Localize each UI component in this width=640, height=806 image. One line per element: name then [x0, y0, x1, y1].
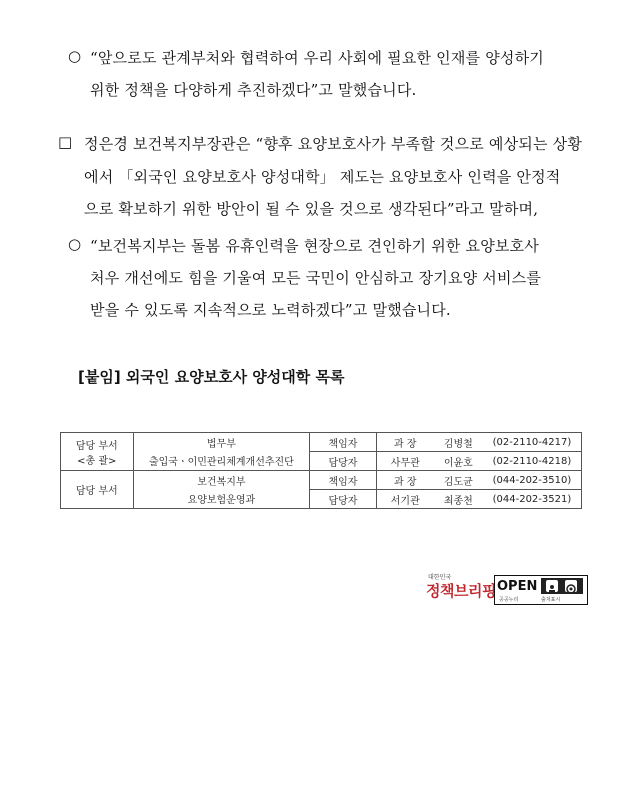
role-cell: 책임자	[310, 471, 376, 490]
name-cell: 김도균	[434, 471, 483, 490]
unit-cell: 요양보험운영과	[133, 490, 310, 509]
title-cell: 사무관	[376, 452, 434, 471]
attachment-title: [붙임] 외국인 요양보호사 양성대학 목록	[78, 368, 345, 386]
title-cell: 과 장	[376, 433, 434, 452]
role-cell: 책임자	[310, 433, 376, 452]
phone-cell: (044-202-3521)	[483, 490, 582, 509]
phone-cell: (044-202-3510)	[483, 471, 582, 490]
table-row	[61, 471, 582, 490]
open-sub2-text: 출처표시	[541, 597, 561, 603]
contact-table	[60, 432, 582, 509]
lock-icon	[565, 580, 577, 592]
unit-cell: 출입국ㆍ이민관리체계개선추진단	[133, 452, 310, 471]
dept-label: 담당 부서	[75, 440, 118, 452]
name-cell: 김병철	[434, 433, 483, 452]
dept-sub: <총 괄>	[77, 455, 117, 467]
open-license-logo	[494, 575, 588, 605]
title-cell: 서기관	[376, 490, 434, 509]
table-row	[61, 433, 582, 452]
unit-cell: 법무부	[133, 433, 310, 452]
name-cell: 최종천	[434, 490, 483, 509]
footer-logos	[426, 572, 586, 606]
dept-cell	[61, 433, 134, 471]
phone-cell: (02-2110-4217)	[483, 433, 582, 452]
paragraph-2-line-2: 에서 「외국인 요양보호사 양성대학」 제도는 요양보호사 인력을 안정적	[84, 168, 561, 186]
name-cell: 이윤호	[434, 452, 483, 471]
paragraph-1-bullet: ○	[68, 47, 82, 65]
brand-main-text: 정책브리핑	[426, 582, 496, 600]
paragraph-3-line-3: 받을 수 있도록 지속적으로 노력하겠다”고 말했습니다.	[90, 301, 451, 319]
dept-label: 담당 부서	[75, 486, 118, 497]
dept-cell	[61, 471, 134, 509]
paragraph-1-line-2: 위한 정책을 다양하게 추진하겠다”고 말했습니다.	[90, 81, 417, 99]
paragraph-3-bullet: ○	[68, 235, 82, 253]
title-cell: 과 장	[376, 471, 434, 490]
table-row	[61, 452, 582, 471]
open-text: OPEN	[497, 579, 538, 594]
role-cell: 담당자	[310, 452, 376, 471]
role-cell: 담당자	[310, 490, 376, 509]
paragraph-2-line-1: 정은경 보건복지부장관은 “향후 요양보호사가 부족할 것으로 예상되는 상황	[84, 135, 583, 153]
person-icon	[546, 580, 558, 592]
license-icons	[541, 578, 583, 594]
table-row	[61, 490, 582, 509]
paragraph-3-line-1: “보건복지부는 돌봄 유휴인력을 현장으로 견인하기 위한 요양보호사	[90, 237, 539, 255]
paragraph-1-line-1: “앞으로도 관계부처와 협력하여 우리 사회에 필요한 인재를 양성하기	[90, 49, 544, 67]
brand-small-text: 대한민국	[428, 574, 452, 581]
paragraph-3-line-2: 처우 개선에도 힘을 기울여 모든 국민이 안심하고 장기요양 서비스를	[90, 269, 542, 287]
paragraph-2-line-3: 으로 확보하기 위한 방안이 될 수 있을 것으로 생각된다”라고 말하며,	[84, 200, 539, 218]
unit-cell: 보건복지부	[133, 471, 310, 490]
open-sub-text: 공공누리	[499, 597, 519, 603]
phone-cell: (02-2110-4218)	[483, 452, 582, 471]
paragraph-2-bullet: □	[58, 133, 73, 151]
